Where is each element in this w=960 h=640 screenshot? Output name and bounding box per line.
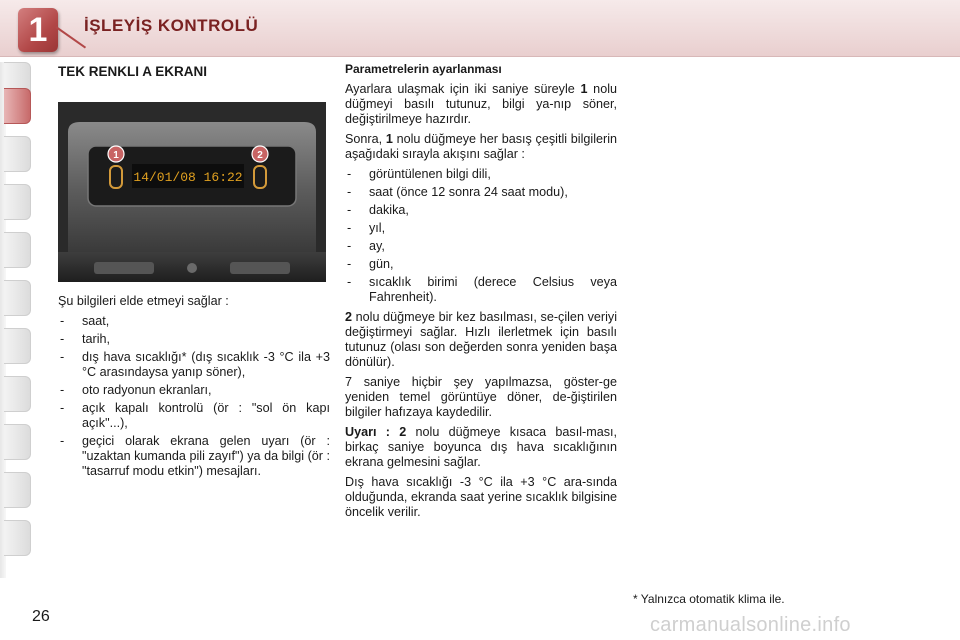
chapter-tab[interactable] — [4, 376, 31, 412]
list-item: - yıl, — [347, 221, 386, 235]
paragraph: 7 saniye hiçbir şey yapılmazsa, göster-ge yeniden temel görüntüye döner, de-ğiştirilen bilgiler hafızaya kaydedilir. — [345, 375, 617, 419]
paragraph: 2 nolu düğmeye bir kez basılması, se-çilen veriyi değiştirmeyi sağlar. Hızlı ilerletmek için basılı tutunuz (olası son değerden sonra yeniden başa dönülür). — [345, 310, 617, 369]
list-item: - tarih, — [60, 332, 110, 346]
display-photo — [58, 102, 326, 282]
chapter-tab[interactable] — [4, 232, 31, 268]
page-header — [0, 0, 960, 57]
chapter-tab[interactable] — [4, 184, 31, 220]
chapter-tab[interactable] — [4, 136, 31, 172]
section-title: TEK RENKLI A EKRANI — [58, 64, 208, 79]
intro-text: Şu bilgileri elde etmeyi sağlar : — [58, 294, 229, 308]
list-item: - oto radyonun ekranları, — [60, 383, 212, 397]
list-item: - sıcaklık birimi (derece Celsius veya Fahrenheit). — [347, 275, 617, 304]
vent-left — [94, 262, 154, 274]
display-illustration — [58, 102, 326, 282]
list-item: - dış hava sıcaklığı* (dış sıcaklık -3 °C ila +3 °C arasındaysa yanıp söner), — [60, 350, 330, 379]
footnote: * Yalnızca otomatik klima ile. — [633, 592, 785, 606]
chapter-tab[interactable] — [4, 472, 31, 508]
chapter-tab[interactable] — [4, 520, 31, 556]
paragraph: Ayarlara ulaşmak için iki saniye süreyle 1 nolu düğmeyi basılı tutunuz, bilgi ya-nıp söner, değiştirilmeye hazırdır. — [345, 82, 617, 126]
chapter-tab[interactable] — [4, 280, 31, 316]
watermark: carmanualsonline.info — [650, 614, 851, 636]
paragraph: Dış hava sıcaklığı -3 °C ila +3 °C ara-sında olduğunda, ekranda saat yerine sıcaklık bilgisine öncelik verilir. — [345, 475, 617, 519]
warning-paragraph: Uyarı : 2 nolu düğmeye kısaca basıl-ması, birkaç saniye boyunca dış hava sıcaklığının ekrana gelmesini sağlar. — [345, 425, 617, 469]
chapter-badge: 1 — [18, 8, 58, 52]
list-item: - açık kapalı kontrolü (ör : "sol ön kapı açık"...), — [60, 401, 330, 430]
settings-list — [345, 167, 617, 305]
left-column-header — [58, 62, 330, 79]
list-item: - gün, — [347, 257, 394, 271]
list-item: - saat, — [60, 314, 110, 328]
chapter-tab[interactable] — [4, 328, 31, 364]
list-item: - geçici olarak ekrana gelen uyarı (ör : "uzaktan kumanda pili zayıf") ya da bilgi (ör : "tasarruf modu etkin") mesajları. — [60, 434, 330, 478]
left-column-text — [58, 294, 330, 484]
list-item: - görüntülenen bilgi dili, — [347, 167, 491, 181]
chapter-tab-active[interactable] — [4, 88, 31, 124]
right-column — [345, 62, 617, 525]
paragraph: Sonra, 1 nolu düğmeye her basış çeşitli bilgilerin aşağıdaki sırayla akışını sağlar : — [345, 132, 617, 161]
page-title: İŞLEYİŞ KONTROLÜ — [84, 16, 259, 35]
lcd-text: 14/01/08 16:22 — [133, 170, 243, 185]
page-number: 26 — [32, 608, 50, 625]
header-divider — [55, 26, 86, 48]
hazard-button — [187, 263, 197, 273]
chapter-tabs — [0, 62, 36, 578]
subsection-title: Parametrelerin ayarlanması — [345, 62, 502, 76]
callout-1-label: 1 — [113, 150, 119, 161]
list-item: - ay, — [347, 239, 385, 253]
list-item: - saat (önce 12 sonra 24 saat modu), — [347, 185, 568, 199]
callout-2-label: 2 — [257, 150, 263, 161]
vent-right — [230, 262, 290, 274]
list-item: - dakika, — [347, 203, 409, 217]
info-list — [58, 314, 330, 479]
chapter-tab[interactable] — [4, 424, 31, 460]
